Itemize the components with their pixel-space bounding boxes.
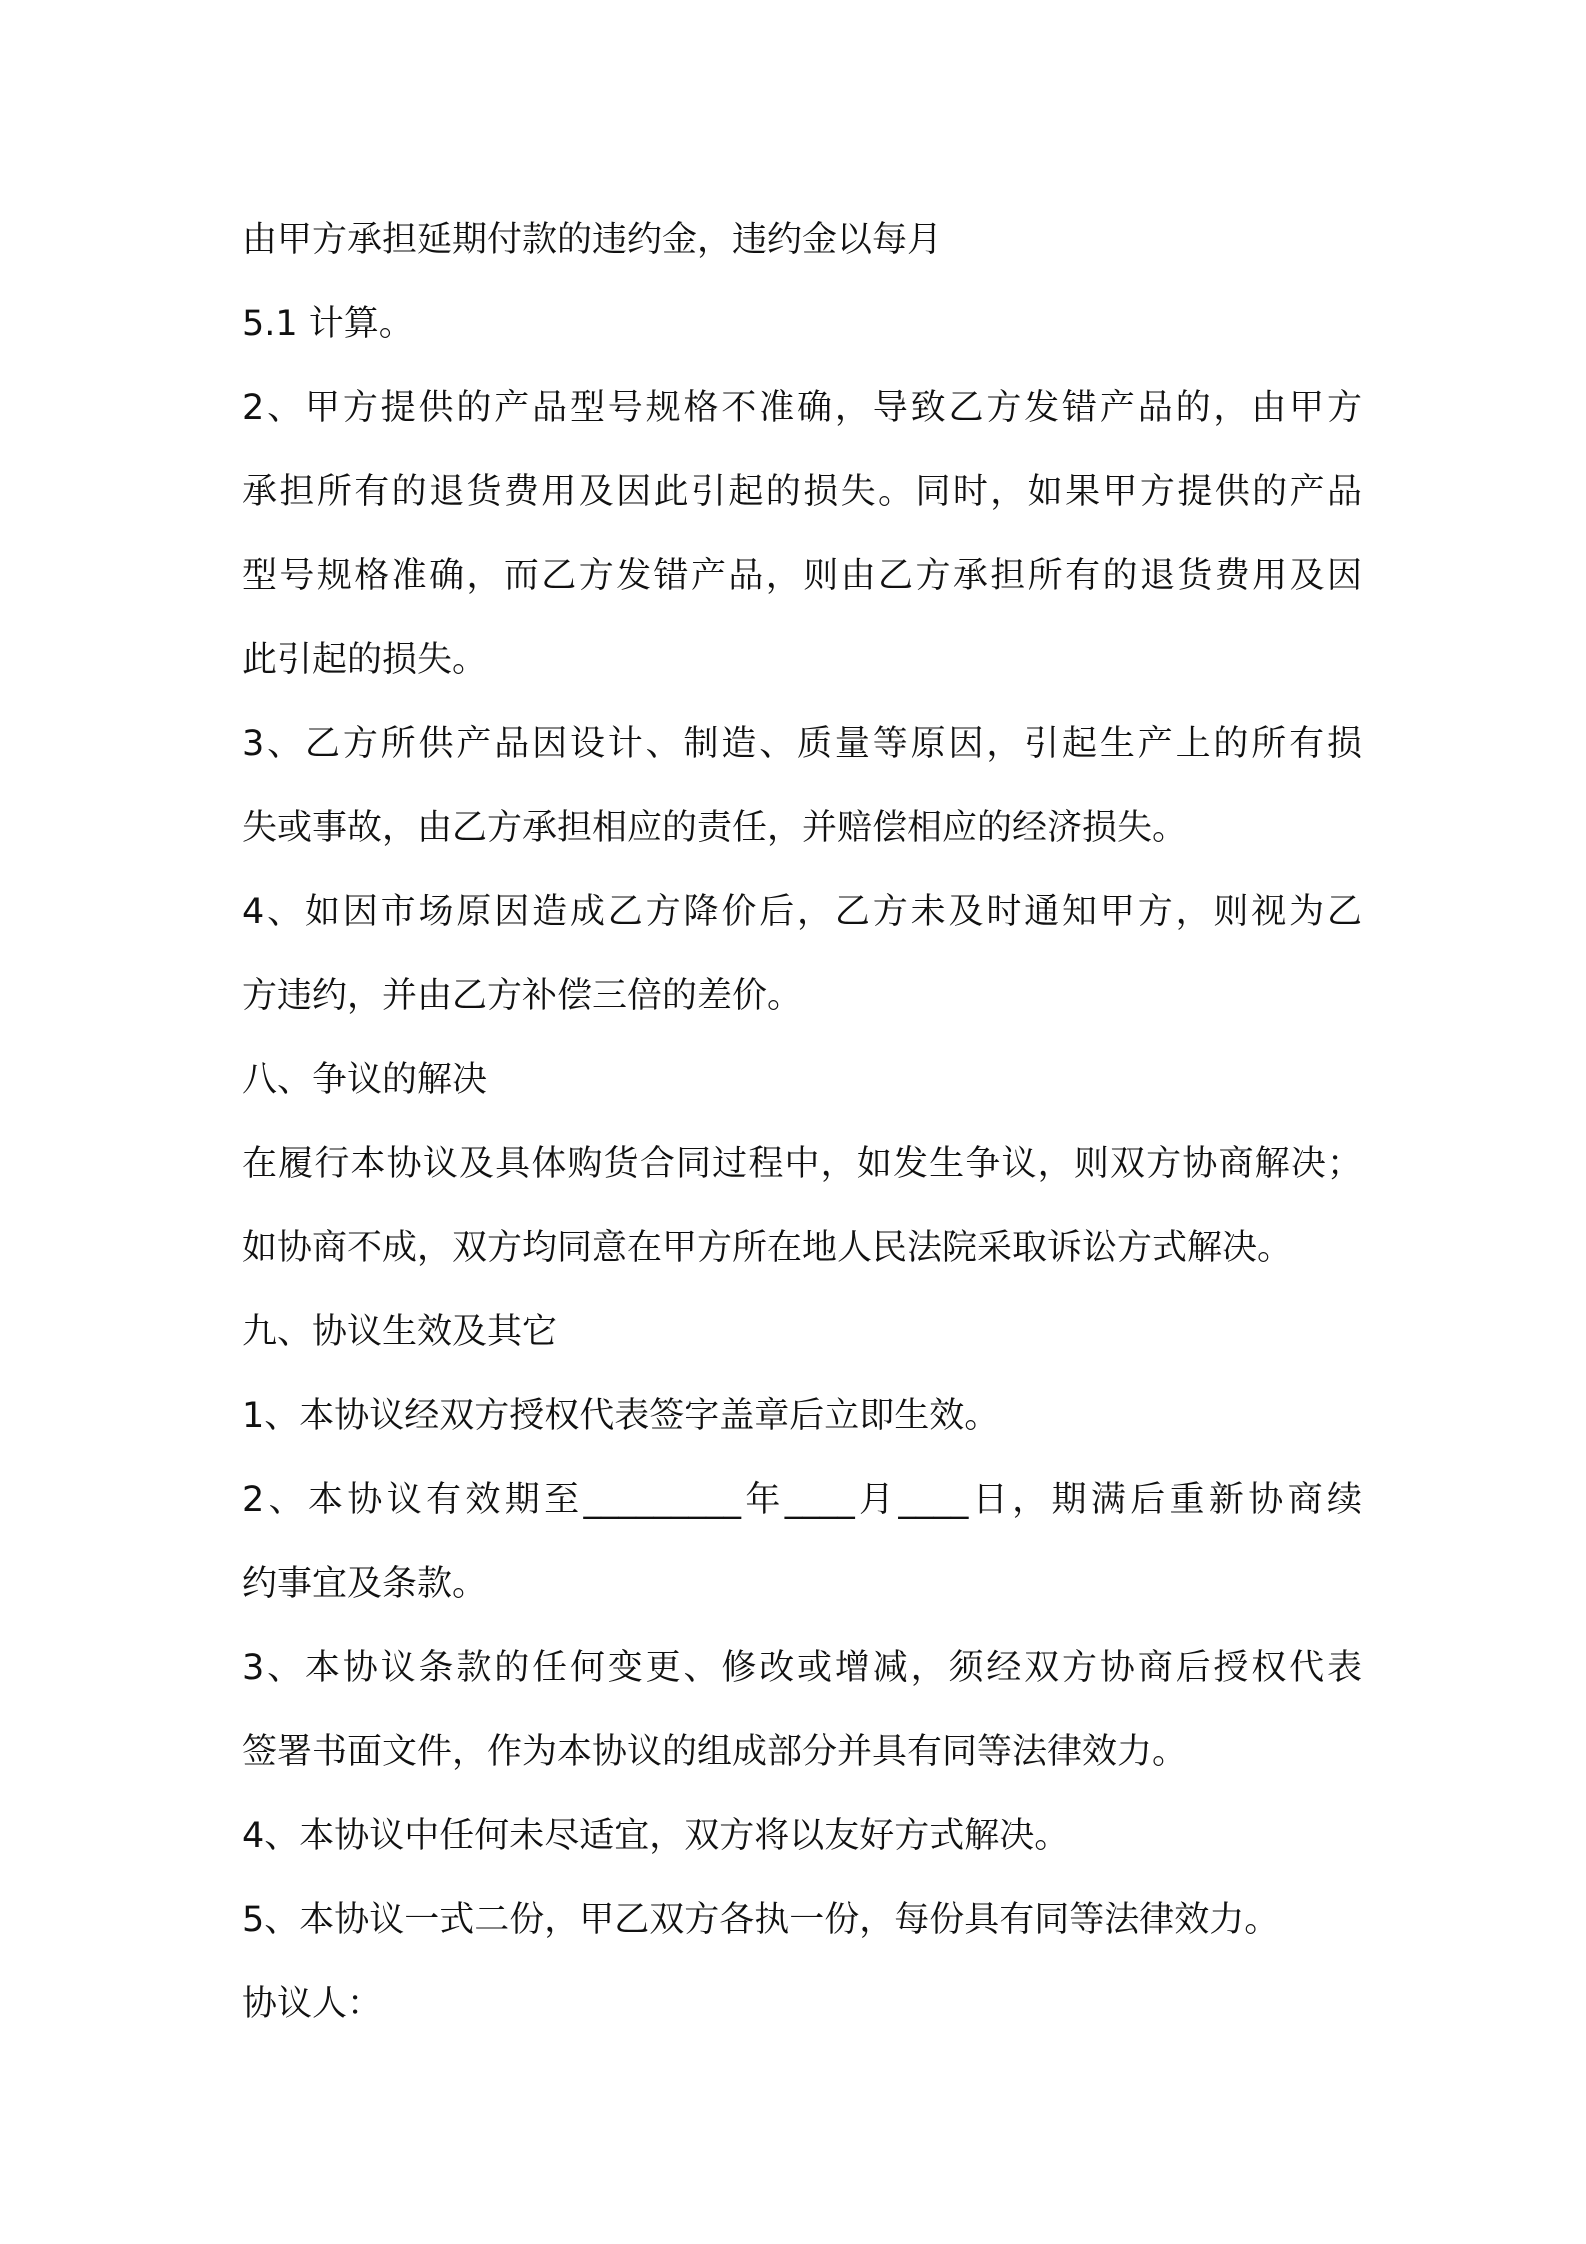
text-line: 2、本协议有效期至_________年____月____日，期满后重新协商续 [242,1480,1362,1520]
text-line: 1、本协议经双方授权代表签字盖章后立即生效。 [242,1396,1000,1436]
text-line: 5、本协议一式二份，甲乙双方各执一份，每份具有同等法律效力。 [242,1900,1280,1940]
section-heading: 九、协议生效及其它 [242,1312,558,1352]
text-line: 5.1 计算。 [242,304,414,344]
document-body [242,198,1362,2046]
signatory-label: 协议人： [242,1984,383,2024]
text-line: 型号规格准确，而乙方发错产品，则由乙方承担所有的退货费用及因 [242,556,1362,596]
text-line: 由甲方承担延期付款的违约金，违约金以每月 [242,220,943,260]
text-line: 方违约，并由乙方补偿三倍的差价。 [242,976,803,1016]
text-line: 承担所有的退货费用及因此引起的损失。同时，如果甲方提供的产品 [242,472,1362,512]
text-line: 此引起的损失。 [242,640,488,680]
text-line: 约事宜及条款。 [242,1564,488,1604]
section-heading: 八、争议的解决 [242,1060,488,1100]
text-line: 3、本协议条款的任何变更、修改或增减，须经双方协商后授权代表 [242,1648,1362,1688]
text-line: 如协商不成，双方均同意在甲方所在地人民法院采取诉讼方式解决。 [242,1228,1293,1268]
text-line: 签署书面文件，作为本协议的组成部分并具有同等法律效力。 [242,1732,1188,1772]
text-line: 失或事故，由乙方承担相应的责任，并赔偿相应的经济损失。 [242,808,1188,848]
text-line: 4、如因市场原因造成乙方降价后，乙方未及时通知甲方，则视为乙 [242,892,1362,932]
text-line: 3、乙方所供产品因设计、制造、质量等原因，引起生产上的所有损 [242,724,1362,764]
text-line: 在履行本协议及具体购货合同过程中，如发生争议，则双方协商解决； [242,1144,1362,1184]
text-line: 4、本协议中任何未尽适宜，双方将以友好方式解决。 [242,1816,1070,1856]
text-line: 2、甲方提供的产品型号规格不准确，导致乙方发错产品的，由甲方 [242,388,1362,428]
